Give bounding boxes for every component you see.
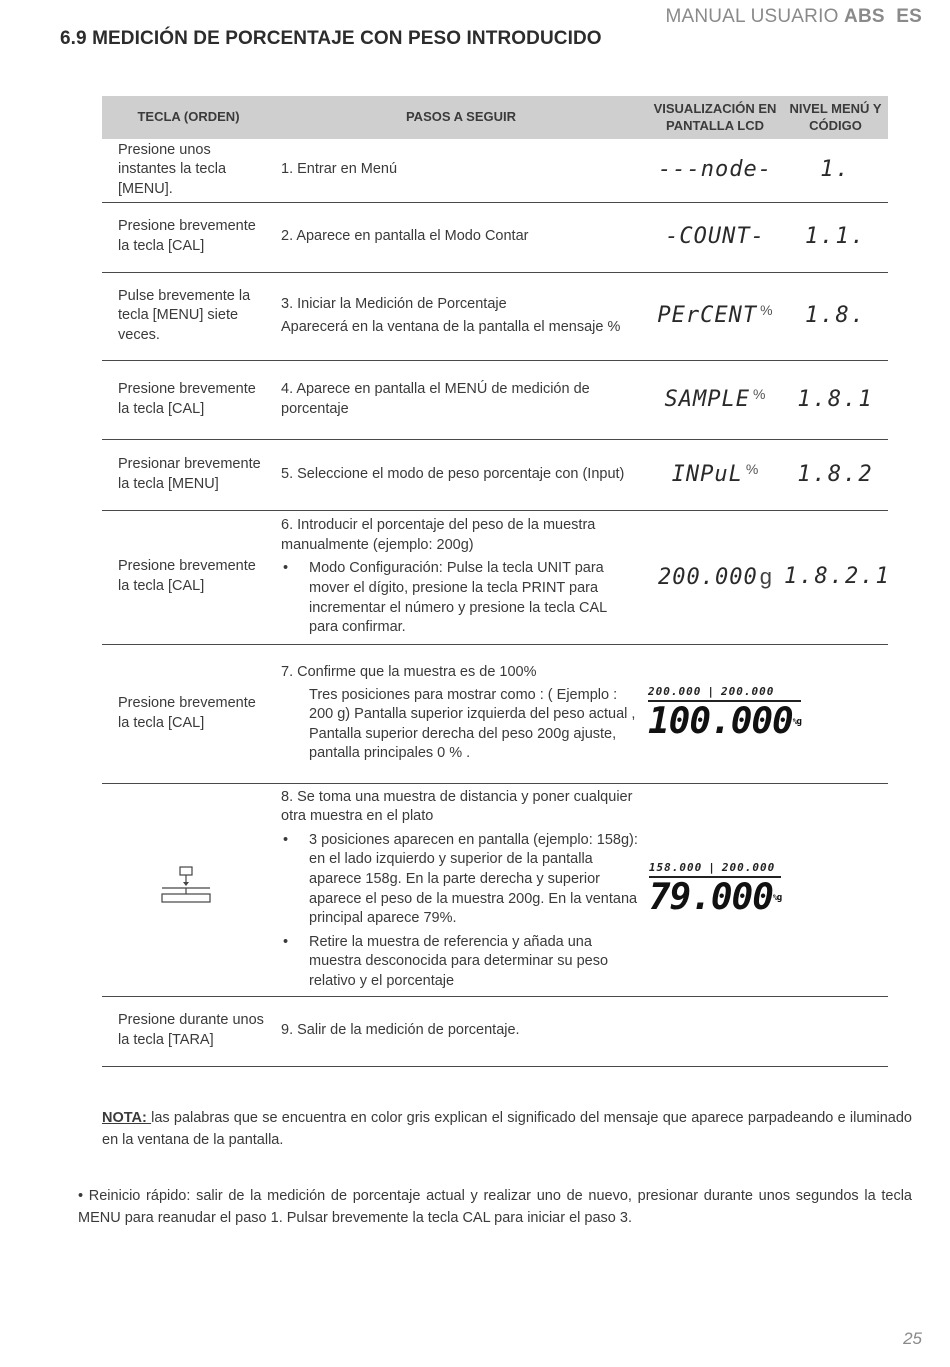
- lcd-percent-sign: %: [792, 717, 797, 727]
- menu-code: 1.: [820, 157, 851, 183]
- key-cell: Presione brevemente la tecla [CAL]: [102, 202, 275, 272]
- lcd-main-value: 79.000: [648, 877, 773, 919]
- key-cell: Presione brevemente la tecla [CAL]: [102, 644, 275, 783]
- lcd-gram-sign: g: [796, 717, 801, 728]
- lcd-three-position-display: [649, 861, 781, 919]
- steps-table: [102, 96, 891, 1067]
- step-text: 6. Introducir el porcentaje del peso de la muestra manualmente (ejemplo: 200g): [281, 517, 596, 553]
- note-text: las palabras que se encuentra en color gris explican el significado del mensaje que aparece parpadeando e iluminado en la ventana de la pantalla.: [102, 1110, 912, 1148]
- lcd-top-left-value: 158.000: [648, 860, 703, 874]
- lcd-display-text: PErCENT: [657, 303, 758, 329]
- lcd-percent-sign: %: [772, 893, 777, 903]
- code-cell: [783, 139, 888, 202]
- step-bullet: • Modo Configuración: Pulse la tecla UNIT para mover el dígito, presione la tecla PRINT para incrementar el número y presione la tecla CAL para confirmar.: [281, 559, 639, 637]
- step-text: 3. Iniciar la Medición de Porcentaje: [281, 295, 507, 312]
- lcd-unit: g: [759, 563, 772, 589]
- column-header-steps: PASOS A SEGUIR: [275, 96, 647, 139]
- lcd-display-text: ---node-: [658, 157, 772, 183]
- step-cell: 1. Entrar en Menú: [275, 139, 647, 202]
- menu-code: 1.8.: [805, 303, 866, 329]
- key-cell: Pulse brevemente la tecla [MENU] siete veces.: [102, 272, 275, 360]
- step-cell: 5. Seleccione el modo de peso porcentaje con (Input): [275, 439, 647, 510]
- table-row: [102, 360, 888, 439]
- step-cell: 4. Aparece en pantalla el MENÚ de medición de porcentaje: [275, 360, 647, 439]
- lcd-display-text: -COUNT-: [665, 224, 765, 250]
- lcd-unit: %: [760, 302, 773, 319]
- lcd-three-position-display: [648, 685, 801, 743]
- step-cell: [275, 510, 647, 644]
- lcd-top-row: 158.000 | 200.000: [649, 861, 781, 879]
- menu-code: 1.1.: [805, 224, 866, 250]
- page-number: 25: [903, 1329, 922, 1348]
- lcd-main-row: [648, 702, 801, 742]
- weighing-pan-icon: [159, 866, 213, 906]
- step-cell: 2. Aparece en pantalla el Modo Contar: [275, 202, 647, 272]
- step-extra-text: Aparecerá en la ventana de la pantalla el mensaje %: [281, 318, 621, 335]
- lcd-cell: [647, 996, 783, 1066]
- step-bullet: • Retire la muestra de referencia y añada una muestra desconocida para determinar su peso relativo y el porcentaje: [281, 933, 639, 992]
- table-header-row: [102, 96, 888, 139]
- language-code: ES: [896, 6, 922, 27]
- lcd-top-row: 200.000 | 200.000: [648, 685, 801, 703]
- table-row: [102, 644, 888, 783]
- lcd-unit: %: [753, 385, 766, 402]
- section-title: 6.9 MEDICIÓN DE PORCENTAJE CON PESO INTRODUCIDO: [60, 28, 602, 49]
- menu-code: 1.8.2.1: [784, 564, 891, 590]
- step-text: 8. Se toma una muestra de distancia y poner cualquier otra muestra en el plato: [281, 788, 633, 825]
- lcd-cell: [647, 139, 783, 202]
- column-header-code: NIVEL MENÚ Y CÓDIGO: [783, 96, 888, 139]
- code-cell: [783, 783, 888, 996]
- step-bullet: • 3 posiciones aparecen en pantalla (ejemplo: 158g): en el lado izquierdo y superior de la pantalla aparece 158g. En la parte derecha y superior aparece el peso de la muestra 200g. En la ventana principal aparece 79%.: [281, 831, 639, 929]
- table-row: [102, 202, 888, 272]
- lcd-display-text: 200.000: [658, 564, 758, 590]
- key-cell: Presione unos instantes la tecla [MENU].: [102, 139, 275, 202]
- step-extra-text: Tres posiciones para mostrar como : ( Ejemplo : 200 g) Pantalla superior izquierda del peso actual , Pantalla superior derecha del peso 200g ajuste, pantalla principales 0 % .: [309, 686, 636, 762]
- menu-code: 1.8.2: [797, 461, 874, 487]
- lcd-main-row: [649, 878, 781, 918]
- quick-reset-tip: • Reinicio rápido: salir de la medición de porcentaje actual y realizar uno de nuevo, presionar durante unos segundos la tecla MENU para reanudar el paso 1. Pulsar brevemente la tecla CAL para iniciar el paso 3.: [78, 1188, 912, 1226]
- code-cell: [783, 510, 891, 644]
- lcd-top-right-value: 200.000: [720, 684, 775, 698]
- step-cell: [275, 272, 647, 360]
- key-cell: Presionar brevemente la tecla [MENU]: [102, 439, 275, 510]
- menu-code: 1.8.1: [797, 386, 874, 412]
- table-row: [102, 996, 888, 1066]
- code-cell: [783, 439, 888, 510]
- manual-header: [665, 6, 922, 28]
- step-text: 7. Confirme que la muestra es de 100%: [281, 664, 537, 681]
- step-cell: [275, 783, 647, 996]
- step-cell: [275, 644, 647, 783]
- table-row: [102, 510, 888, 644]
- note-paragraph: [102, 1108, 912, 1152]
- column-header-lcd: VISUALIZACIÓN EN PANTALLA LCD: [647, 96, 783, 139]
- key-cell: Presione durante unos la tecla [TARA]: [102, 996, 275, 1066]
- lcd-cell: [647, 783, 783, 996]
- lcd-top-right-value: 200.000: [721, 860, 776, 874]
- table-row: [102, 439, 888, 510]
- key-cell: [102, 783, 275, 996]
- key-cell: Presione brevemente la tecla [CAL]: [102, 510, 275, 644]
- code-cell: [783, 996, 888, 1066]
- model-name: ABS: [844, 6, 885, 27]
- lcd-cell: [647, 272, 783, 360]
- lcd-display-text: INPuL: [671, 461, 743, 487]
- lcd-display-text: SAMPLE: [664, 386, 751, 412]
- lcd-cell: [647, 202, 783, 272]
- lcd-unit: %: [745, 460, 759, 477]
- step-cell: 9. Salir de la medición de porcentaje.: [275, 996, 647, 1066]
- lcd-cell: [647, 644, 801, 783]
- lcd-gram-sign: g: [776, 893, 782, 904]
- lcd-cell: [647, 510, 783, 644]
- code-cell: [783, 360, 888, 439]
- table-row: [102, 272, 888, 360]
- column-header-key: TECLA (ORDEN): [102, 96, 275, 139]
- table-row: [102, 783, 888, 996]
- lcd-cell: [647, 439, 783, 510]
- code-cell: [783, 272, 888, 360]
- manual-label: MANUAL USUARIO: [665, 6, 839, 27]
- lcd-cell: [647, 360, 783, 439]
- note-label: NOTA:: [102, 1110, 152, 1126]
- lcd-top-left-value: 200.000: [648, 684, 702, 698]
- code-cell: [783, 202, 888, 272]
- key-cell: Presione brevemente la tecla [CAL]: [102, 360, 275, 439]
- lcd-main-value: 100.000: [648, 701, 793, 743]
- table-row: [102, 139, 888, 202]
